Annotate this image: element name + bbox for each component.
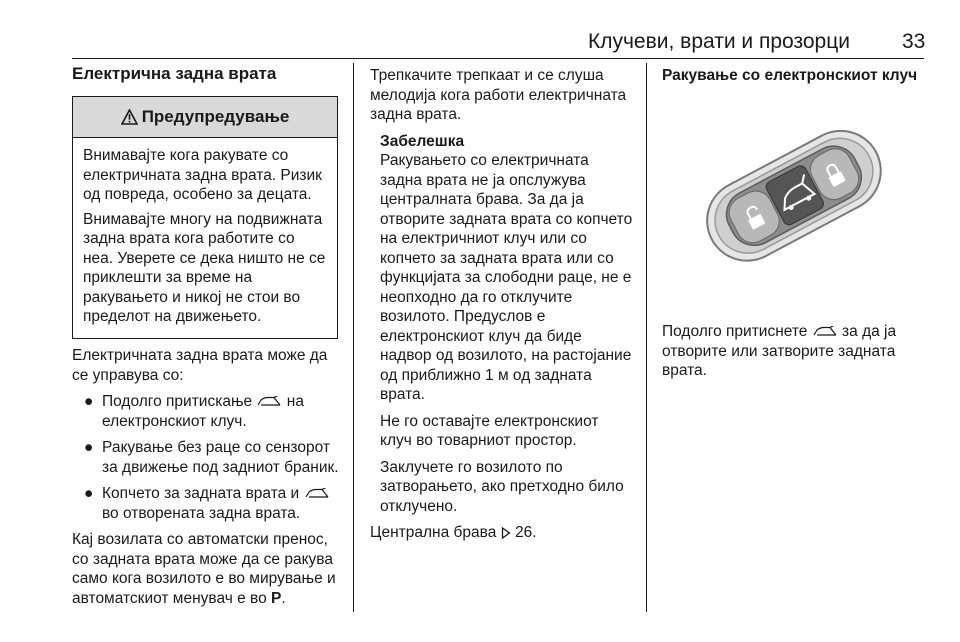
note-block — [370, 132, 634, 517]
warning-heading: Предупредување — [141, 107, 290, 126]
electronic-key-illustration — [662, 96, 924, 292]
column-2-text — [370, 66, 634, 550]
note-paragraph: Не го оставајте електронскиот клуч во товарниот простор. — [380, 412, 599, 449]
intro-paragraph: Електричната задна врата може да се управува со: — [72, 347, 328, 384]
tailgate-car-icon — [812, 326, 838, 338]
reference-page: 26. — [514, 524, 537, 541]
tailgate-car-icon — [256, 396, 282, 408]
section-title: Електрична задна врата — [72, 64, 277, 83]
list-item: ● Подолго притискање на електронскиот клуч. — [84, 393, 304, 430]
bullet-icon: ● — [84, 393, 94, 410]
figure-caption: Подолго притиснете за да ја отворите или затворите задната врата. — [662, 323, 897, 379]
header-rule — [72, 58, 924, 59]
column-divider-right — [646, 63, 647, 612]
list-item: ● Ракување без раце со сензорот за движење под задниот браник. — [84, 439, 339, 476]
section-heading: Ракување со електронскиот клуч — [662, 67, 918, 84]
list-item: ● Копчето за задната врата и во отворената задна врата. — [72, 484, 340, 523]
warning-paragraph: Внимавајте кога ракувате со електричната задна врата. Ризик од повреда, особено за децата. — [83, 147, 322, 203]
bullet-icon: ● — [84, 485, 94, 502]
chapter-title: Клучеви, врати и прозорци — [588, 30, 850, 53]
gear-position: P — [271, 589, 282, 607]
column-1-text — [72, 346, 340, 615]
automatic-transmission-paragraph: Кај возилата со автоматски пренос, со задната врата може да се ракува само кога возилото е во мирување и автоматскиот менувач е во P. — [72, 531, 336, 607]
key-fob-drawing — [662, 96, 924, 292]
column-3-text — [662, 322, 924, 388]
warning-paragraph: Внимавајте многу на подвижната задна врата кога работите со неа. Уверете се дека ништо не се приклешти за време на ракувањето и никој не стои во пределот на движењето. — [83, 210, 326, 325]
column-divider-left — [353, 63, 354, 612]
control-methods-list — [72, 392, 340, 523]
warning-box — [72, 96, 338, 339]
bullet-icon: ● — [84, 439, 94, 456]
warning-body — [73, 138, 337, 338]
note-paragraph: Заклучете го возилото по затворањето, ако претходно било отклучено. — [380, 458, 624, 515]
note-title: Забелешка — [380, 132, 465, 150]
page-reference-arrow-icon — [501, 527, 511, 539]
tailgate-car-icon — [304, 488, 330, 500]
warning-triangle-icon — [121, 109, 138, 125]
warning-header — [73, 97, 337, 138]
page-number: 33 — [902, 30, 926, 53]
cross-reference[interactable]: Централна брава 26. — [370, 524, 537, 541]
column-3-heading-wrap — [662, 66, 924, 93]
note-paragraph: Ракувањето со електричната задна врата не ја опслужува централната брава. За да ја отворите задната врата со копчето на електричниот клуч или со копчето за задната врата или со функцијата за слободни раце, не е неопходно да го отклучите возилото. Предуслов е електронскиот клуч да биде надвор од возилото, на растојание од приближно 1 м од задната врата. — [380, 152, 633, 403]
intro-paragraph: Трепкачите трепкаат и се слуша мелодија кога работи електричната задна врата. — [370, 67, 627, 123]
